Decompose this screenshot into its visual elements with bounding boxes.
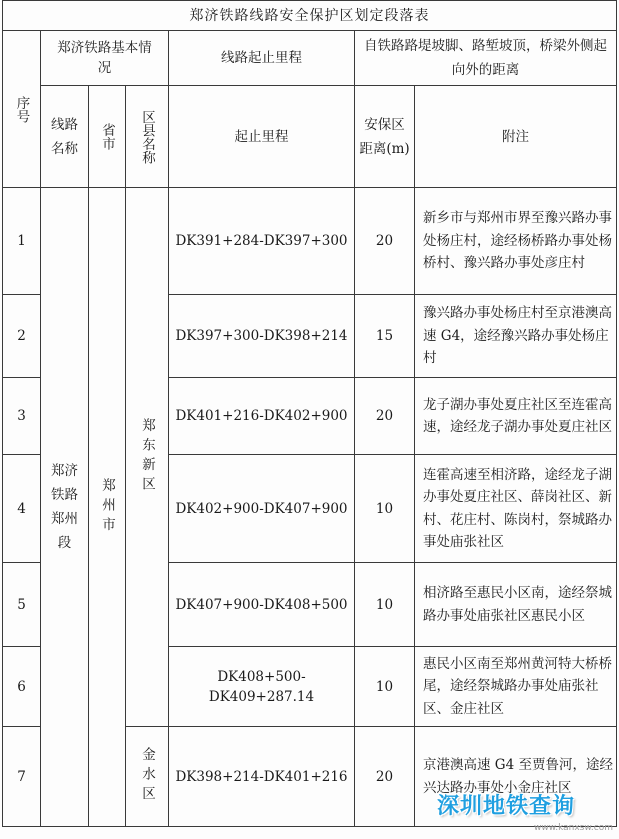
row-note: 连霍高速至相济路，途经龙子湖办事处夏庄社区、薛岗社区、新村、花庄村、陈岗村，祭城路办事处庙张社区 [415, 455, 617, 563]
row-seq: 7 [3, 727, 41, 827]
header-note: 附注 [415, 86, 617, 188]
merged-city: 郑州市 [89, 188, 126, 827]
watermark-url: www.kanxsw.com [533, 823, 613, 833]
merged-line-section: 郑济铁路郑州段 [41, 188, 89, 827]
merged-district-b: 金水区 [126, 727, 169, 827]
row-mileage: DK402+900-DK407+900 [169, 455, 355, 563]
row-seq: 4 [3, 455, 41, 563]
row-mileage: DK391+284-DK397+300 [169, 188, 355, 295]
header-distance-desc: 自铁路路堤坡脚、路堑坡顶，桥梁外侧起向外的距离 [355, 31, 617, 86]
row-distance: 20 [355, 378, 415, 455]
watermark-text: 深圳地铁查询 [437, 794, 576, 819]
row-mileage: DK401+216-DK402+900 [169, 378, 355, 455]
row-distance: 10 [355, 647, 415, 727]
row-distance: 20 [355, 727, 415, 827]
row-distance: 15 [355, 295, 415, 378]
row-note: 新乡市与郑州市界至豫兴路办事处杨庄村，途经杨桥路办事处杨桥村、豫兴路办事处彦庄村 [415, 188, 617, 295]
row-note: 龙子湖办事处夏庄社区至连霍高速，途经龙子湖办事处夏庄社区 [415, 378, 617, 455]
table-title: 郑济铁路线路安全保护区划定段落表 [3, 1, 617, 31]
table-row [3, 188, 617, 295]
merged-district-a: 郑东新区 [126, 188, 169, 727]
row-note: 豫兴路办事处杨庄村至京港澳高速 G4，途经豫兴路办事处杨庄村 [415, 295, 617, 378]
row-seq: 2 [3, 295, 41, 378]
row-distance: 10 [355, 563, 415, 647]
row-note: 惠民小区南至郑州黄河特大桥桥尾，途经祭城路办事处庙张社区、金庄社区 [415, 647, 617, 727]
header-protect-distance: 安保区距离(m) [355, 86, 415, 188]
row-distance: 20 [355, 188, 415, 295]
row-seq: 5 [3, 563, 41, 647]
row-seq: 1 [3, 188, 41, 295]
row-note: 京港澳高速 G4 至贾鲁河，途经兴达路办事处小金庄社区 [415, 727, 617, 827]
header-basic-info: 郑济铁路基本情况 [41, 31, 169, 86]
row-note: 相济路至惠民小区南，途经祭城路办事处庙张社区惠民小区 [415, 563, 617, 647]
row-mileage: DK397+300-DK398+214 [169, 295, 355, 378]
header-start-end: 起止里程 [169, 86, 355, 188]
row-distance: 10 [355, 455, 415, 563]
header-line-name: 线路名称 [41, 86, 89, 188]
header-seq: 序号 [3, 31, 41, 188]
row-mileage: DK408+500-DK409+287.14 [169, 647, 355, 727]
header-district-name: 区县名称 [126, 86, 169, 188]
row-mileage: DK407+900-DK408+500 [169, 563, 355, 647]
protection-zone-table [2, 0, 617, 827]
watermark [437, 789, 615, 833]
row-seq: 6 [3, 647, 41, 727]
row-mileage: DK398+214-DK401+216 [169, 727, 355, 827]
row-seq: 3 [3, 378, 41, 455]
header-mileage: 线路起止里程 [169, 31, 355, 86]
header-province-city: 省市 [89, 86, 126, 188]
